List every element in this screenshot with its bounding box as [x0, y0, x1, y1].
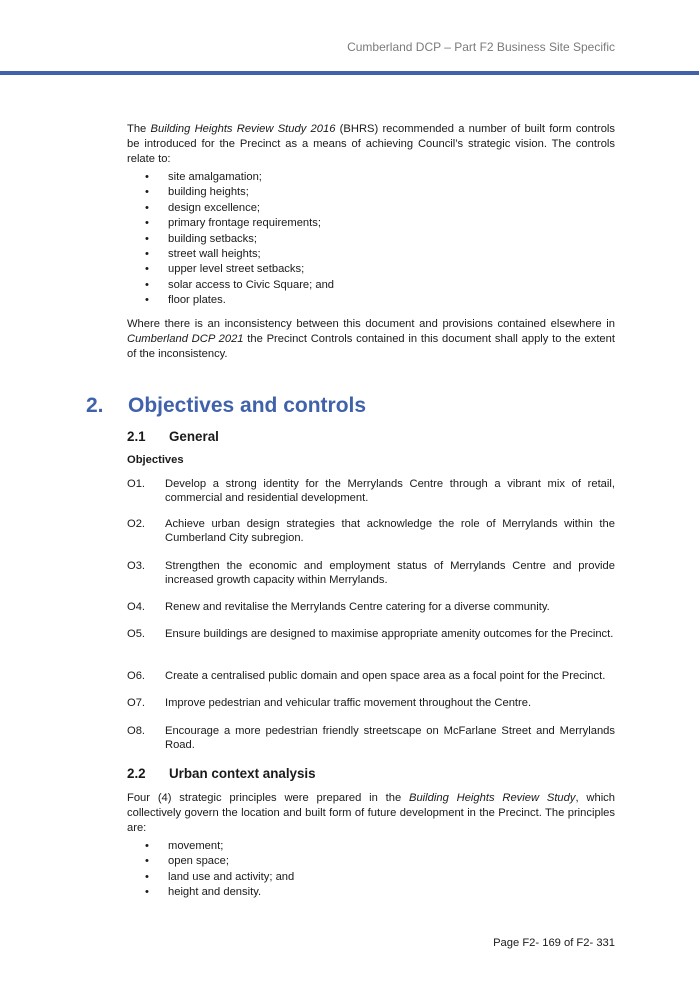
objective-item: O5. Ensure buildings are designed to maximise appropriate amenity outcomes for the Precinct.	[127, 628, 614, 640]
list-item: • site amalgamation;	[127, 170, 334, 185]
objective-item: O7. Improve pedestrian and vehicular traffic movement throughout the Centre.	[127, 697, 532, 709]
objective-item: O6. Create a centralised public domain and open space area as a focal point for the Precinct.	[127, 670, 606, 682]
list-item: • street wall heights;	[127, 247, 334, 262]
list-item: • movement;	[127, 839, 294, 854]
controls-list	[127, 170, 334, 309]
study-title: Building Heights Review Study 2016	[150, 123, 336, 135]
list-item: • floor plates.	[127, 293, 334, 308]
list-item: • solar access to Civic Square; and	[127, 278, 334, 293]
subsection-heading-context: 2.2 Urban context analysis	[127, 766, 316, 781]
context-paragraph: Four (4) strategic principles were prepared in the Building Heights Review Study, which collectively govern the location and built form of future development in the Precinct. The principles are:	[127, 792, 615, 834]
principles-list	[127, 839, 294, 901]
list-item: • design excellence;	[127, 201, 334, 216]
list-item: • building heights;	[127, 185, 334, 200]
objective-item: O8. Encourage a more pedestrian friendly streetscape on McFarlane Street and Merrylands Road.	[127, 725, 615, 751]
running-header: Cumberland DCP – Part F2 Business Site Specific	[347, 40, 615, 54]
study-title: Building Heights Review Study	[409, 792, 576, 804]
subsection-heading-general: 2.1 General	[127, 429, 219, 444]
header-divider	[0, 71, 699, 75]
list-item: • open space;	[127, 854, 294, 869]
list-item: • building setbacks;	[127, 232, 334, 247]
objective-item: O3. Strengthen the economic and employment status of Merrylands Centre and provide increased growth capacity within Merrylands.	[127, 560, 615, 586]
page-number: Page F2- 169 of F2- 331	[493, 937, 615, 949]
list-item: • height and density.	[127, 885, 294, 900]
section-heading: 2. Objectives and controls	[86, 394, 367, 417]
objectives-heading: Objectives	[127, 454, 184, 466]
objective-item: O4. Renew and revitalise the Merrylands Centre catering for a diverse community.	[127, 601, 550, 613]
intro-paragraph: The Building Heights Review Study 2016 (BHRS) recommended a number of built form controls be introduced for the Precinct as a means of achieving Council’s strategic vision. The controls relate to:	[127, 123, 616, 165]
list-item: • land use and activity; and	[127, 870, 294, 885]
dcp-title: Cumberland DCP 2021	[127, 333, 244, 345]
inconsistency-paragraph: Where there is an inconsistency between this document and provisions contained elsewhere in Cumberland DCP 2021 the Precinct Controls contained in this document shall apply to the extent of the inconsistency.	[127, 318, 615, 360]
list-item: • primary frontage requirements;	[127, 216, 334, 231]
list-item: • upper level street setbacks;	[127, 262, 334, 277]
objective-item: O1. Develop a strong identity for the Merrylands Centre through a vibrant mix of retail, commercial and residential development.	[127, 478, 615, 504]
objective-item: O2. Achieve urban design strategies that acknowledge the role of Merrylands within the Cumberland City subregion.	[127, 518, 615, 544]
